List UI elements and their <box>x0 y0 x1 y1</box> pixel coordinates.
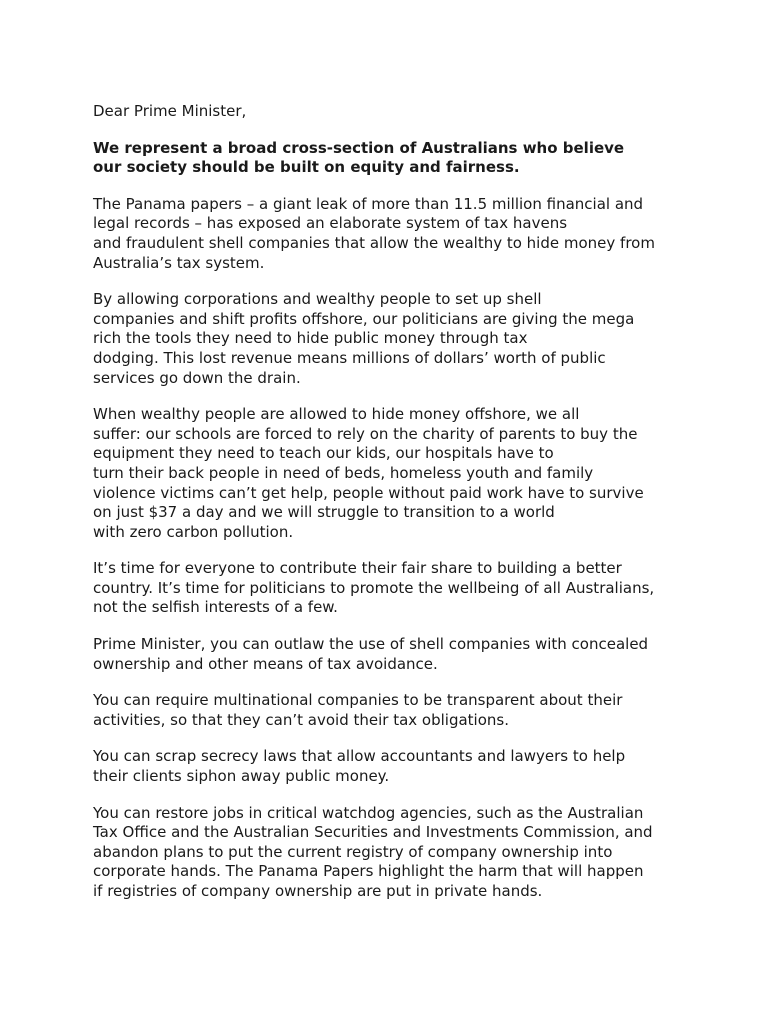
text-line: services go down the drain. <box>93 368 301 387</box>
text-line: It’s time for everyone to contribute their fair share to building a better <box>93 559 622 578</box>
letter-page <box>93 102 693 919</box>
text-line: activities, so that they can’t avoid their tax obligations. <box>93 710 509 729</box>
body-paragraph <box>93 290 693 388</box>
text-line: The Panama papers – a giant leak of more than 11.5 million financial and <box>93 194 644 213</box>
text-line: corporate hands. The Panama Papers highlight the harm that will happen <box>93 862 644 881</box>
text-line: with zero carbon pollution. <box>93 522 294 541</box>
text-line: companies and shift profits offshore, our politicians are giving the mega <box>93 309 635 328</box>
text-line: rich the tools they need to hide public money through tax <box>93 329 528 348</box>
text-line: You can restore jobs in critical watchdog agencies, such as the Australian <box>93 803 644 822</box>
salutation: Dear Prime Minister, <box>93 102 247 120</box>
text-line: abandon plans to put the current registry of company ownership into <box>93 842 613 861</box>
text-line: You can require multinational companies to be transparent about their <box>93 691 623 710</box>
text-line: if registries of company ownership are put in private hands. <box>93 882 543 900</box>
text-line: We represent a broad cross-section of Australians who believe <box>93 138 625 157</box>
text-line: Australia’s tax system. <box>93 253 265 272</box>
body-paragraph <box>93 691 693 730</box>
body-paragraph <box>93 804 693 902</box>
letter-body <box>93 139 693 902</box>
text-line: legal records – has exposed an elaborate system of tax havens <box>93 214 568 233</box>
text-line: turn their back people in need of beds, homeless youth and family <box>93 463 594 482</box>
text-line: not the selfish interests of a few. <box>93 598 338 617</box>
body-paragraph <box>93 747 693 786</box>
text-line: By allowing corporations and wealthy people to set up shell <box>93 290 542 309</box>
intro-paragraph <box>93 139 693 178</box>
text-line: When wealthy people are allowed to hide money offshore, we all <box>93 405 580 424</box>
text-line: dodging. This lost revenue means millions of dollars’ worth of public <box>93 348 606 367</box>
text-line: ownership and other means of tax avoidance. <box>93 654 438 673</box>
text-line: equipment they need to teach our kids, our hospitals have to <box>93 444 554 463</box>
text-line: on just $37 a day and we will struggle to transition to a world <box>93 503 555 522</box>
text-line: You can scrap secrecy laws that allow accountants and lawyers to help <box>93 747 626 766</box>
body-paragraph <box>93 559 693 618</box>
text-line: Tax Office and the Australian Securities and Investments Commission, and <box>93 823 653 842</box>
body-paragraph <box>93 635 693 674</box>
text-line: violence victims can’t get help, people without paid work have to survive <box>93 483 644 502</box>
text-line: their clients siphon away public money. <box>93 767 390 786</box>
text-line: and fraudulent shell companies that allow the wealthy to hide money from <box>93 233 655 252</box>
text-line: country. It’s time for politicians to promote the wellbeing of all Australians, <box>93 578 655 597</box>
body-paragraph <box>93 405 693 542</box>
body-paragraph <box>93 195 693 273</box>
text-line: our society should be built on equity and fairness. <box>93 158 520 177</box>
text-line: Prime Minister, you can outlaw the use of shell companies with concealed <box>93 635 649 654</box>
text-line: suffer: our schools are forced to rely on the charity of parents to buy the <box>93 424 638 443</box>
